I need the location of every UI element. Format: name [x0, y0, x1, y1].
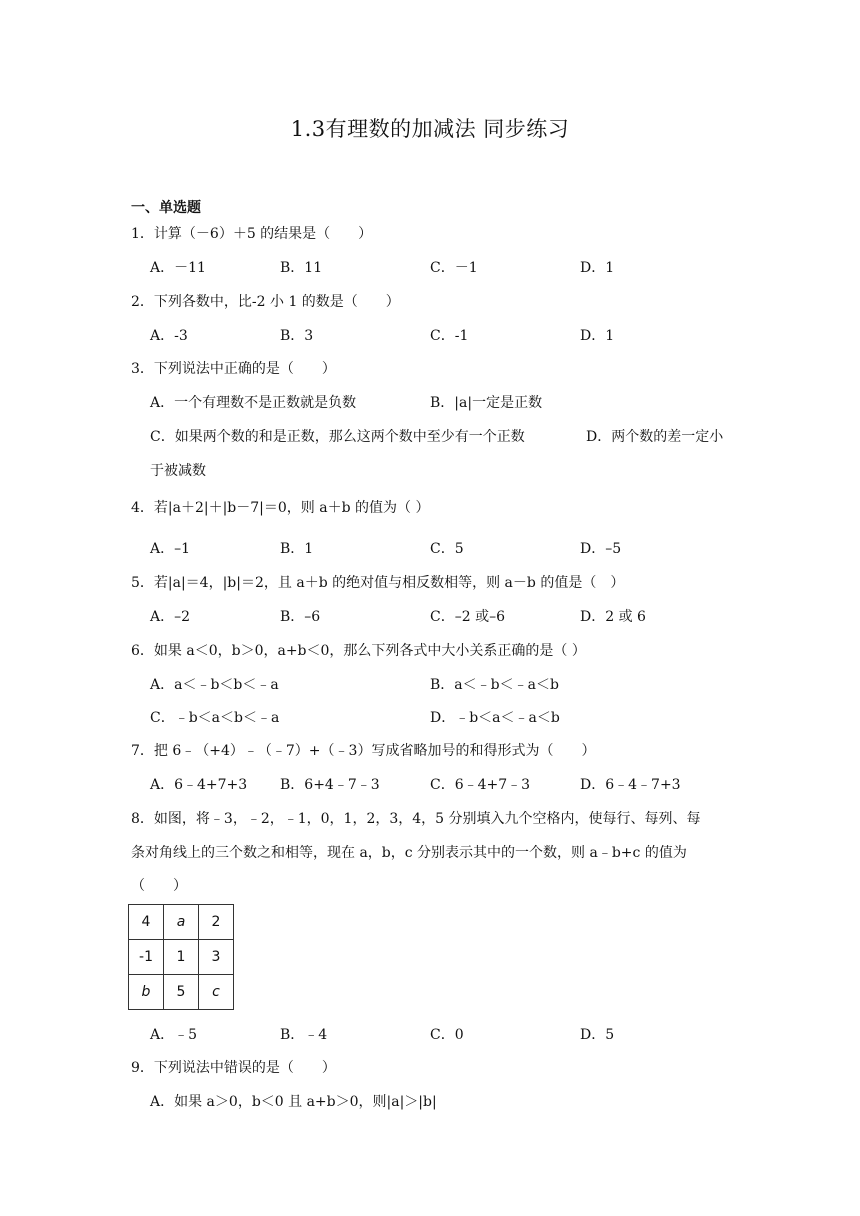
grid-cell: a [164, 905, 199, 940]
grid-cell: 2 [199, 905, 234, 940]
question-5-stem: 5．若|a|＝4，|b|＝2，且 a＋b 的绝对值与相反数相等，则 a－b 的值是（ ） [131, 575, 625, 591]
q6-option-c: C．﹣b＜a＜b＜﹣a [150, 710, 280, 726]
section-heading: 一、单选题 [131, 200, 201, 216]
q7-option-d: D．6﹣4﹣7+3 [580, 777, 681, 793]
grid-cell: 1 [164, 940, 199, 975]
question-3-stem: 3．下列说法中正确的是（ ） [131, 361, 336, 377]
q9-option-a: A．如果 a＞0，b＜0 且 a+b＞0，则|a|＞|b| [150, 1094, 437, 1110]
question-8-stem: 8．如图，将﹣3，﹣2，﹣1，0，1，2，3，4，5 分别填入九个空格内，使每行、每列、每 [131, 811, 701, 827]
magic-square-grid [128, 904, 234, 1010]
q8-option-b: B．﹣4 [280, 1027, 328, 1043]
q3-option-a: A．一个有理数不是正数就是负数 [150, 395, 357, 411]
q3-option-c: C．如果两个数的和是正数，那么这两个数中至少有一个正数 [150, 429, 525, 445]
q7-option-b: B．6+4﹣7﹣3 [280, 777, 380, 793]
q6-option-b: B．a＜﹣b＜﹣a＜b [430, 677, 559, 693]
q8-option-d: D．5 [580, 1027, 615, 1043]
question-6-stem: 6．如果 a＜0，b＞0，a+b＜0，那么下列各式中大小关系正确的是（ ） [131, 643, 586, 659]
q2-option-d: D．1 [580, 328, 615, 344]
question-8-stem-line3: （ ） [131, 878, 187, 894]
question-2-stem: 2．下列各数中，比-2 小 1 的数是（ ） [131, 294, 400, 310]
q8-option-a: A．﹣5 [150, 1027, 198, 1043]
q1-option-b: B．11 [280, 260, 323, 276]
question-7-stem: 7．把 6﹣（+4）﹣（﹣7）+（﹣3）写成省略加号的和得形式为（ ） [131, 743, 596, 759]
grid-cell: 5 [164, 975, 199, 1010]
q2-option-c: C．-1 [430, 328, 469, 344]
question-4-stem: 4．若|a＋2|＋|b－7|＝0，则 a＋b 的值为（ ） [131, 500, 430, 516]
q1-option-c: C．－1 [430, 260, 478, 276]
q5-option-d: D．2 或 6 [580, 609, 646, 625]
q6-option-d: D．﹣b＜a＜﹣a＜b [430, 710, 560, 726]
grid-cell: c [199, 975, 234, 1010]
q1-option-a: A．－11 [150, 260, 206, 276]
q4-option-b: B．1 [280, 541, 314, 557]
question-1-stem: 1．计算（－6）＋5 的结果是（ ） [131, 226, 373, 242]
page-title: 1.3有理数的加减法 同步练习 [290, 117, 570, 141]
q3-option-b: B．|a|一定是正数 [430, 395, 543, 411]
q5-option-c: C．–2 或–6 [430, 609, 505, 625]
q3-option-d-cont: 于被减数 [150, 463, 206, 479]
grid-cell: b [129, 975, 164, 1010]
q2-option-b: B．3 [280, 328, 314, 344]
question-9-stem: 9．下列说法中错误的是（ ） [131, 1060, 336, 1076]
q2-option-a: A．-3 [150, 328, 188, 344]
question-8-stem-line2: 条对角线上的三个数之和相等，现在 a，b，c 分别表示其中的一个数，则 a﹣b+c 的值为 [131, 845, 687, 861]
grid-cell: 4 [129, 905, 164, 940]
q4-option-d: D．–5 [580, 541, 622, 557]
q5-option-a: A．–2 [150, 609, 191, 625]
grid-cell: 3 [199, 940, 234, 975]
q1-option-d: D．1 [580, 260, 615, 276]
q5-option-b: B．–6 [280, 609, 321, 625]
q7-option-a: A．6﹣4+7+3 [150, 777, 248, 793]
q4-option-c: C．5 [430, 541, 464, 557]
q4-option-a: A．–1 [150, 541, 191, 557]
q7-option-c: C．6﹣4+7﹣3 [430, 777, 531, 793]
q6-option-a: A．a＜﹣b＜b＜﹣a [150, 677, 279, 693]
grid-cell: -1 [129, 940, 164, 975]
q3-option-d: D．两个数的差一定小 [586, 429, 724, 445]
q8-option-c: C．0 [430, 1027, 464, 1043]
